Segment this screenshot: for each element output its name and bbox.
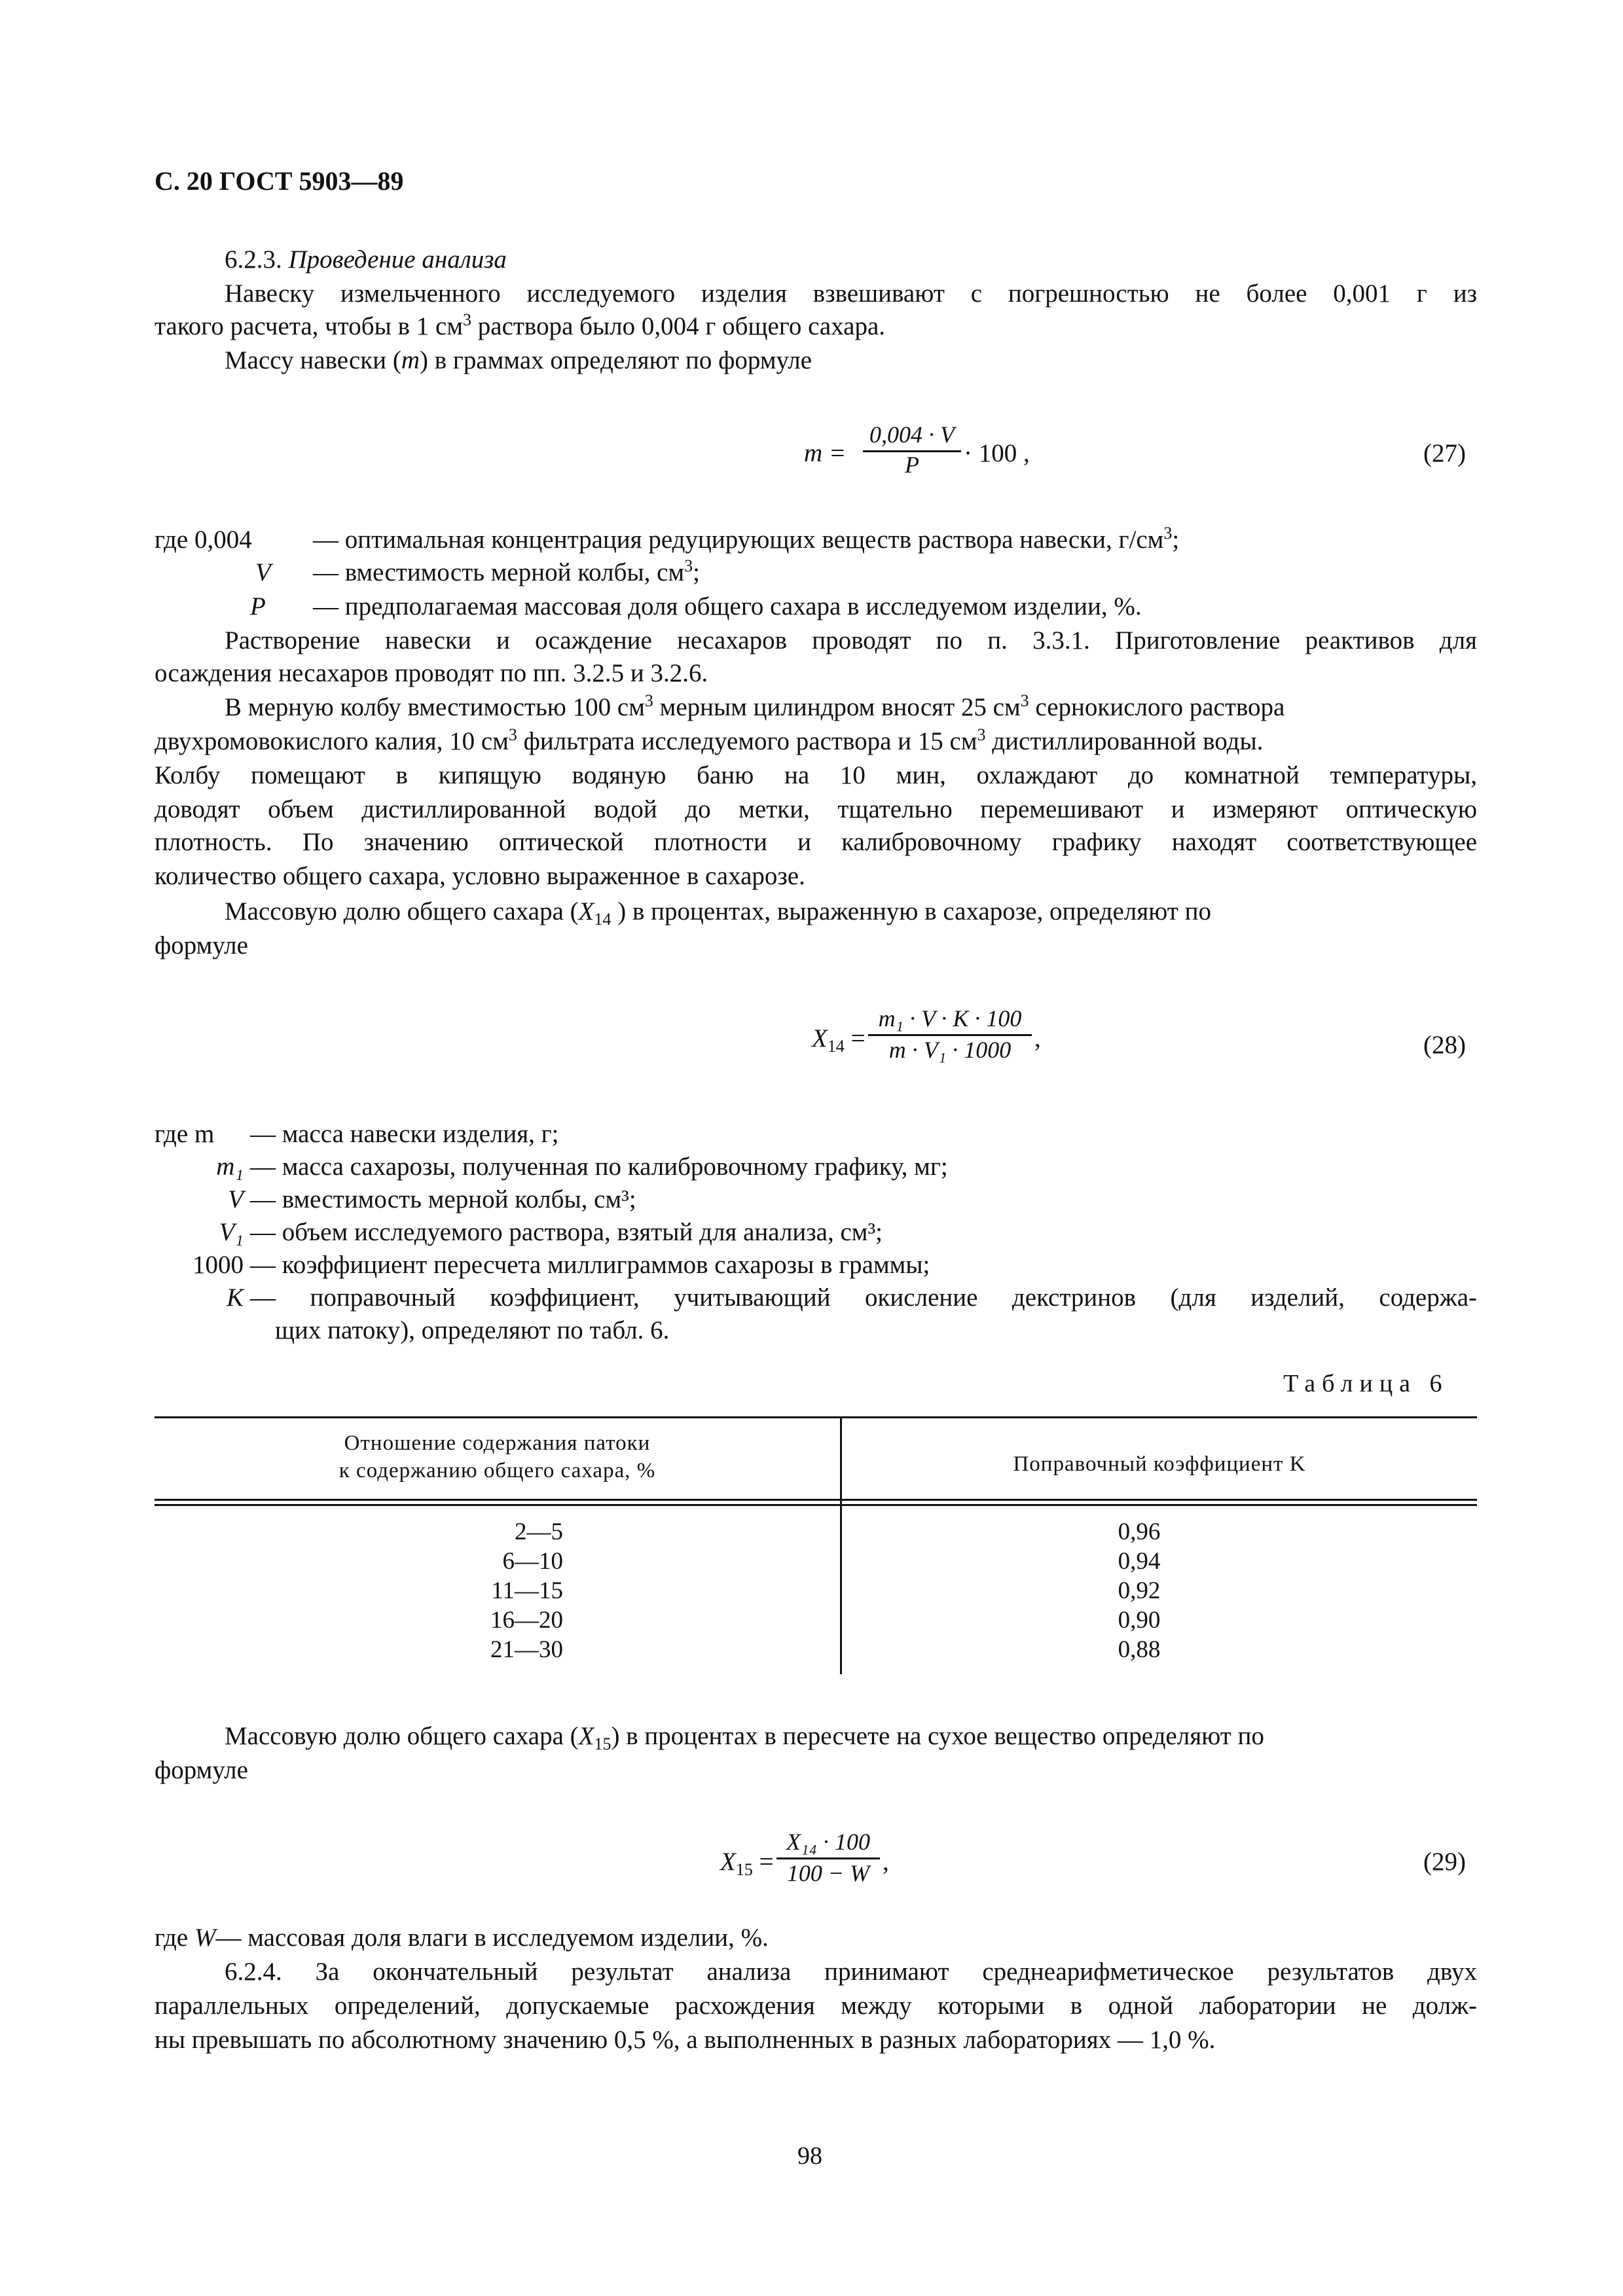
para7-line2: параллельных определений, допускаемые расхождения между которыми в одной лаборатории не долж-	[155, 1992, 1477, 2020]
para3-line2: осаждения несахаров проводят по пп. 3.2.5 и 3.2.6.	[155, 659, 708, 687]
table-header-ratio: Отношение содержания патоки к содержанию общего сахара, %	[338, 1431, 656, 1482]
para4-line4: доводят объем дистиллированной водой до метки, тщательно перемешивают и измеряют оптическую	[155, 795, 1477, 823]
para5-line2: формуле	[155, 931, 248, 960]
para4-line3: Колбу помещают в кипящую водяную баню на 10 мин, охлаждают до комнатной температуры,	[155, 761, 1477, 789]
page-header: С. 20 ГОСТ 5903—89	[155, 166, 404, 196]
equation-number-27: (27)	[1423, 439, 1466, 467]
para4-line2: двухромовокислого калия, 10 $см^3$ фильтрата исследуемого раствора и 15 $см^3$ дистиллированной воды.	[155, 725, 1264, 755]
section-title: Проведение анализа	[288, 245, 507, 274]
para6-line1: Массовую долю общего сахара $(X_{15})$ в процентах в пересчете на сухое вещество определяют по	[225, 1722, 1264, 1753]
document-page: С. 20 ГОСТ 5903—89 6.2.3. Проведение анализа Навеску измельченного исследуемого изделия взвешивают с погрешностью не более 0,001 г из такого расчета, чтобы в 1 $см^3$ раствора было 0,004 г общего сахара. Массу навески (m) в граммах определяют по формуле m = 0,004 · V P · 100 , (27) где 0,004 — оптимальная концентрация редуцирующих веществ раствора навески, $г/см^3$; V — вместимость мерной колбы, $см^3$; P — предполагаемая массовая доля общего сахара в исследуемом изделии, %. Растворение навески и осаждение несахаров проводят по п. 3.3.1. Приготовление реактивов для осаждения несахаров проводят по пп. 3.2.5 и 3.2.6. В мерную колбу вместимостью 100 $см^3$ мерным цилиндром вносят 25 $см^3$ сернокислого раствора двухромовокислого калия, 10 $см^3$ фильтрата исследуемого раствора и 15 $см^3$ дистиллированной воды. Колбу помещают в кипящую водяную баню на 10 мин, охлаждают до комнатной температуры, доводят объем дистиллированной водой до метки, тщательно перемешивают и измеряют оптическую плотность. По значению оптической плотности и калибровочному графику находят соответствующее количество общего сахара, условно выраженное в сахарозе. Массовую долю общего сахара ($X_{14}$ ) в процентах, выраженную в сахарозе, определяют по формуле $X_{14}$ = m₁ · V · K · 100 m · V₁ · 1000 , (28) где m — масса навески изделия, г; m₁ — масса сахарозы, полученная по калибровочному графику, мг; V — вместимость мерной колбы, см³; V₁ — объем исследуемого раствора, взятый для анализа, см³; 1000 — коэффициент пересчета миллиграммов сахарозы в граммы; K — поправочный коэффициент, учитывающий окисление декстринов (для изделий, содержа- щих патоку), определяют по табл. 6. Таблица 6 Отношение содержания патоки к содержанию общего сахара, % Поправочный коэффициент K 2—5 0,96 6—10 0,94 11—15 0,92 16—20 0,90 21—30 0,88 Массовую долю общего сахара $(X_{15})$ в процентах в пересчете на сухое вещество определяют по формуле $X_{15}$ = X₁₄ · 100 100 − W , (29) где W— массовая доля влаги в исследуемом изделии, %. 6.2.4. За окончательный результат анализа принимают среднеарифметическое результатов двух параллельных определений, допускаемые расхождения между которыми в одной лаборатории не долж- ны превышать по абсолютному значению 0,5 %, а выполненных в разных лабораториях — 1,0 %. 98	[155, 166, 1477, 2170]
table-header-coefficient: Поправочный коэффициент K	[1013, 1452, 1306, 1476]
section-heading	[225, 243, 507, 276]
para2: Массу навески (m) в граммах определяют по формуле	[225, 346, 812, 374]
legend-29: где W— массовая доля влаги в исследуемом изделии, %.	[155, 1924, 769, 1952]
para7-line3: ны превышать по абсолютному значению 0,5 %, а выполненных в разных лабораториях — 1,0 %.	[155, 2026, 1216, 2054]
table-caption: Таблица 6	[1283, 1370, 1449, 1397]
section-number: 6.2.3.	[225, 245, 282, 274]
equation-number-29: (29)	[1423, 1848, 1466, 1876]
para4-line5: плотность. По значению оптической плотности и калибровочному графику находят соответствующее	[155, 828, 1477, 856]
para1-line1: Навеску измельченного исследуемого изделия взвешивают с погрешностью не более 0,001 г из	[225, 279, 1477, 308]
para4-line6: количество общего сахара, условно выраженное в сахарозе.	[155, 862, 805, 890]
para7-line1: 6.2.4. За окончательный результат анализа принимают среднеарифметическое результатов двух	[225, 1958, 1477, 1986]
page-number: 98	[797, 2142, 822, 2170]
para1-line2: такого расчета, чтобы в 1 $см^3$ раствора было 0,004 г общего сахара.	[155, 310, 886, 340]
para5-line1: Массовую долю общего сахара ($X_{14}$ ) в процентах, выраженную в сахарозе, определяют по	[225, 897, 1211, 929]
para6-line2: формуле	[155, 1756, 248, 1784]
equation-number-28: (28)	[1423, 1031, 1466, 1059]
para3-line1: Растворение навески и осаждение несахаров проводят по п. 3.3.1. Приготовление реактивов для	[225, 626, 1477, 655]
para4-line1: В мерную колбу вместимостью 100 $см^3$ мерным цилиндром вносят 25 $см^3$ сернокислого раствора	[225, 691, 1285, 721]
